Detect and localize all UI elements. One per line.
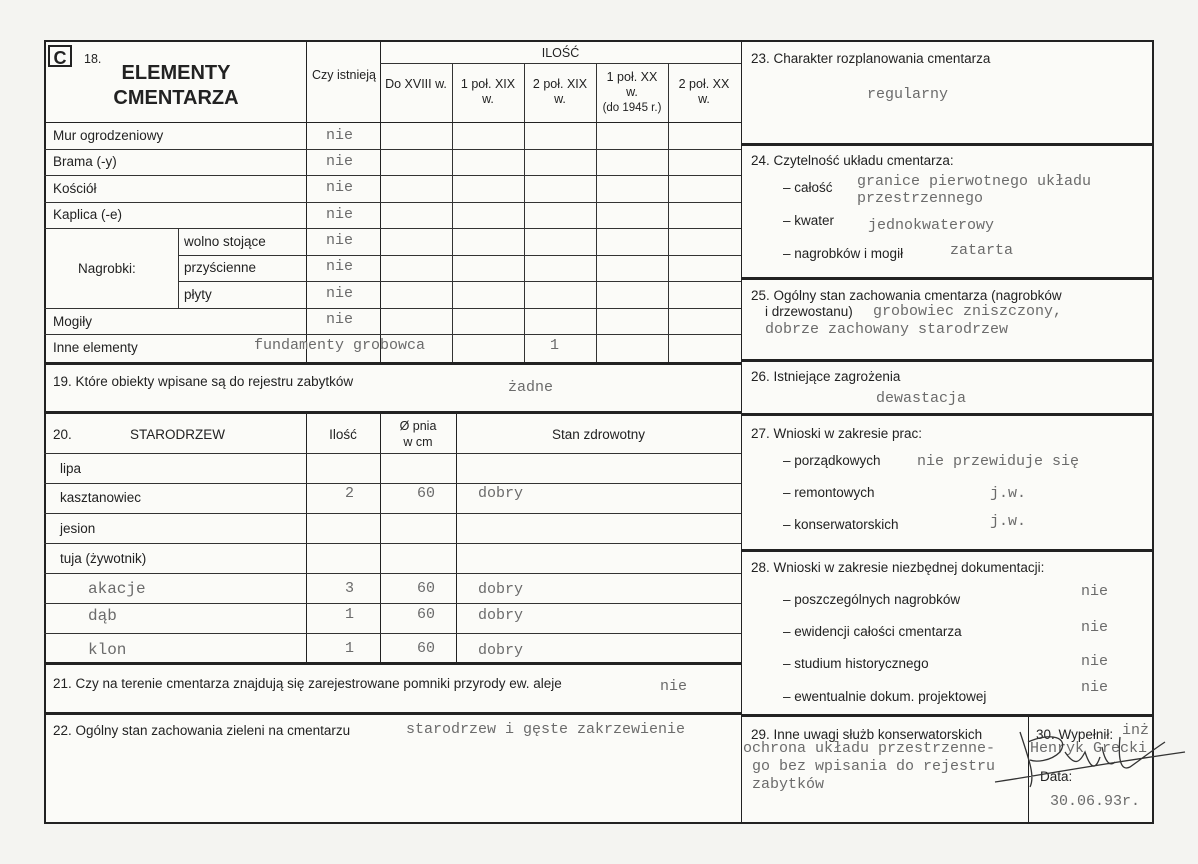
s23-value: regularny — [867, 86, 949, 103]
row-line — [178, 255, 741, 256]
row-exists: nie — [326, 285, 354, 302]
s28-item-value: nie — [1081, 679, 1109, 696]
tree-count: 1 — [345, 606, 355, 623]
row-label: Mogiły — [53, 314, 93, 329]
tree-health: dobry — [478, 607, 524, 624]
signature — [990, 722, 1190, 792]
row-line — [44, 633, 741, 634]
header-quantity: ILOŚĆ — [541, 46, 580, 60]
s21-label: 21. Czy na terenie cmentarza znajdują się zarejestrowane pomniki przyrody ew. aleje — [53, 676, 562, 691]
s28-item-label: – ewentualnie dokum. projektowej — [783, 689, 987, 704]
s30-name-l1: inż — [1122, 722, 1150, 739]
s24-kwater-value: jednokwaterowy — [868, 217, 995, 234]
s24-label: 24. Czytelność układu cmentarza: — [751, 153, 954, 168]
header-period-1: Do XVIII w. — [385, 77, 447, 91]
s29-value-l2: go bez wpisania do rejestru — [752, 758, 996, 775]
s25-value-l2: dobrze zachowany starodrzew — [765, 321, 1009, 338]
s27-item-value: j.w. — [990, 485, 1027, 502]
divider-s19-bottom — [44, 411, 741, 414]
row-exists: nie — [326, 179, 354, 196]
s28-item-value: nie — [1081, 619, 1109, 636]
s28-item-label: – ewidencji całości cmentarza — [783, 624, 962, 639]
s27-item-label: – porządkowych — [783, 453, 881, 468]
s27-item-label: – remontowych — [783, 485, 875, 500]
header-period-3: 2 poł. XIX w. — [532, 77, 588, 106]
header-period-4: 1 poł. XX w. — [606, 70, 658, 99]
tree-name: kasztanowiec — [60, 490, 142, 505]
tree-name: jesion — [60, 521, 96, 536]
s30-name-l2: Henryk Grecki — [1030, 740, 1148, 757]
tree-dia: 60 — [417, 580, 436, 597]
divider-s21-bottom — [44, 712, 741, 715]
section-title-line1: ELEMENTY — [121, 62, 231, 84]
row-line — [44, 513, 741, 514]
divider-s18-bottom — [44, 362, 741, 365]
tree-health: dobry — [478, 485, 524, 502]
tree-count: 3 — [345, 580, 355, 597]
tree-name: tuja (żywotnik) — [60, 551, 147, 566]
divider-s23-bottom — [741, 143, 1154, 146]
row-line — [178, 281, 741, 282]
s26-label: 26. Istniejące zagrożenia — [751, 369, 901, 384]
s24-calosc-value-l2: przestrzennego — [857, 190, 984, 207]
nagrobki-label: Nagrobki: — [78, 261, 136, 276]
divider-p1 — [452, 63, 453, 362]
s27-item-label: – konserwatorskich — [783, 517, 899, 532]
s24-nagrobkow-value: zatarta — [950, 242, 1014, 259]
s27-label: 27. Wnioski w zakresie prac: — [751, 426, 923, 441]
tree-count: 1 — [345, 640, 355, 657]
divider-qty-header — [380, 63, 741, 64]
s24-calosc-value-l1: granice pierwotnego układu — [857, 173, 1092, 190]
row-exists: nie — [326, 311, 354, 328]
row-line — [44, 334, 741, 335]
s29-value-l3: zabytków — [752, 776, 825, 793]
divider-p2 — [524, 63, 525, 362]
s28-item-value: nie — [1081, 583, 1109, 600]
divider-s25-bottom — [741, 359, 1154, 362]
s30-date-label: Data: — [1040, 769, 1073, 784]
s20-col-dia-header-l2: w cm — [403, 435, 433, 449]
row-count: 1 — [550, 337, 560, 354]
row-line — [44, 228, 741, 229]
row-exists: nie — [326, 232, 354, 249]
s20-col-count-header: Ilość — [329, 427, 357, 442]
divider-p3 — [596, 63, 597, 362]
s28-item-value: nie — [1081, 653, 1109, 670]
row-exists: nie — [326, 153, 354, 170]
tree-health: dobry — [478, 581, 524, 598]
row-line — [44, 149, 741, 150]
s20-title: STARODRZEW — [130, 427, 225, 442]
tree-health: dobry — [478, 642, 524, 659]
s30-label: 30. Wypełnił: — [1036, 727, 1114, 742]
divider-s27-bottom — [741, 549, 1154, 552]
s28-label: 28. Wnioski w zakresie niezbędnej dokumentacji: — [751, 560, 1045, 575]
row-exists: nie — [326, 258, 354, 275]
tree-dia: 60 — [417, 640, 436, 657]
row-line — [44, 483, 741, 484]
section-number: 18. — [84, 52, 102, 66]
s25-value-l1: grobowiec zniszczony, — [873, 303, 1063, 320]
s22-label: 22. Ogólny stan zachowania zieleni na cmentarzu — [53, 723, 351, 738]
header-exists: Czy istnieją — [312, 68, 376, 82]
s28-item-label: – studium historycznego — [783, 656, 929, 671]
tree-count: 2 — [345, 485, 355, 502]
s25-label-l2: i drzewostanu) — [765, 304, 853, 319]
row-line — [44, 453, 741, 454]
divider-header-bottom — [44, 122, 741, 123]
s20-col-health — [456, 411, 457, 662]
header-period-2: 1 poł. XIX w. — [460, 77, 516, 106]
s29-value-l1: ochrona układu przestrzenne- — [743, 740, 996, 757]
row-line — [44, 573, 741, 574]
row-label: przyścienne — [184, 260, 257, 275]
s24-calosc-label: – całość — [783, 180, 833, 195]
divider-qty-col — [380, 40, 381, 362]
row-label: Inne elementy — [53, 340, 138, 355]
row-note: fundamenty grobowca — [254, 337, 426, 354]
row-label: Mur ogrodzeniowy — [53, 128, 164, 143]
row-label: Kaplica (-e) — [53, 207, 123, 222]
row-label: Kościół — [53, 181, 97, 196]
s24-kwater-label: – kwater — [783, 213, 835, 228]
row-line — [44, 175, 741, 176]
row-label: płyty — [184, 287, 212, 302]
row-label: Brama (-y) — [53, 154, 117, 169]
s27-item-value: j.w. — [990, 513, 1027, 530]
row-line — [44, 603, 741, 604]
row-label: wolno stojące — [184, 234, 266, 249]
s22-value: starodrzew i gęste zakrzewienie — [406, 721, 686, 738]
s30-date-value: 30.06.93r. — [1050, 793, 1141, 810]
s19-label: 19. Które obiekty wpisane są do rejestru zabytków — [53, 374, 354, 389]
s23-label: 23. Charakter rozplanowania cmentarza — [751, 51, 991, 66]
divider-s24-bottom — [741, 277, 1154, 280]
divider-main-vertical — [741, 40, 742, 824]
tree-name: akacje — [88, 580, 146, 598]
s24-nagrobkow-label: – nagrobków i mogił — [783, 246, 904, 261]
tree-name: lipa — [60, 461, 82, 476]
section-title-line2: CMENTARZA — [113, 87, 239, 109]
row-exists: nie — [326, 127, 354, 144]
s29-label: 29. Inne uwagi służb konserwatorskich — [751, 727, 983, 742]
divider-s28-bottom — [741, 714, 1154, 717]
divider-p4 — [668, 63, 669, 362]
s26-value: dewastacja — [876, 390, 967, 407]
s20-col-health-header: Stan zdrowotny — [551, 427, 646, 442]
tree-dia: 60 — [417, 485, 436, 502]
divider-s20-bottom — [44, 662, 741, 665]
s20-number: 20. — [53, 427, 72, 442]
row-line — [44, 308, 741, 309]
divider-exists-col — [306, 40, 307, 362]
row-line — [44, 543, 741, 544]
s20-col-count — [306, 411, 307, 662]
row-line — [44, 202, 741, 203]
tree-name: klon — [88, 641, 127, 659]
s25-label-l1: 25. Ogólny stan zachowania cmentarza (nagrobków — [751, 288, 1062, 303]
s27-item-value: nie przewiduje się — [917, 453, 1080, 470]
s21-value: nie — [660, 678, 688, 695]
tree-dia: 60 — [417, 606, 436, 623]
s20-col-dia-header-l1: Ø pnia — [399, 419, 437, 433]
header-period-5: 2 poł. XX w. — [678, 77, 730, 106]
header-period-4-sub: (do 1945 r.) — [602, 102, 662, 114]
s28-item-label: – poszczególnych nagrobków — [783, 592, 961, 607]
divider-s26-bottom — [741, 413, 1154, 416]
divider-nagrobki — [178, 228, 179, 308]
tree-name: dąb — [88, 607, 117, 625]
row-exists: nie — [326, 206, 354, 223]
section-letter-box: C — [48, 45, 72, 67]
s19-value: żadne — [508, 379, 554, 396]
